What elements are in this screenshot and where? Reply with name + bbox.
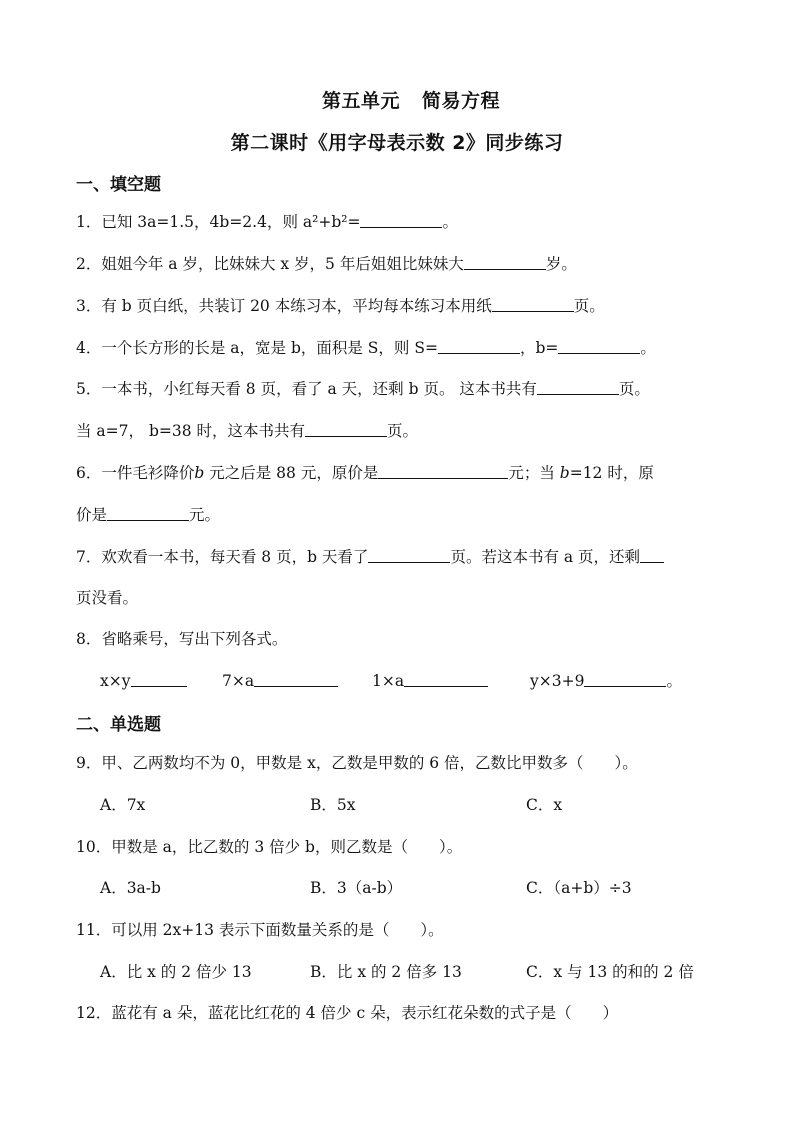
question-2: 2．姐姐今年 a 岁，比妹妹大 x 岁，5 年后姐姐比妹妹大 岁。 [76,255,577,273]
answer-blank[interactable] [492,296,574,312]
answer-blank[interactable] [438,338,520,354]
question-7-continued: 页没看。 [76,589,139,607]
q8-item-1: x×y [100,670,187,692]
q9-option-a[interactable]: A．7x [100,796,146,814]
answer-blank[interactable] [378,463,508,479]
answer-blank[interactable] [558,338,640,354]
question-9: 9．甲、乙两数均不为 0，甲数是 x，乙数是甲数的 6 倍，乙数比甲数多（ ）。 [76,754,638,772]
q11-option-c[interactable]: C．x 与 13 的和的 2 倍 [526,963,694,981]
q11-option-a[interactable]: A．比 x 的 2 倍少 13 [100,963,252,981]
unit-number: 第五单元 [321,90,400,112]
section-heading-fill-blank: 一、填空题 [76,175,161,195]
question-11: 11．可以用 2x+13 表示下面数量关系的是（ ）。 [76,921,444,939]
question-10: 10．甲数是 a，比乙数的 3 倍少 b，则乙数是（ ）。 [76,838,463,856]
answer-blank[interactable] [368,547,450,563]
answer-blank[interactable] [584,671,666,687]
unit-topic: 简易方程 [422,90,501,112]
q10-option-a[interactable]: A．3a-b [100,879,161,897]
question-1: 1．已知 3a=1.5，4b=2.4，则 a²+b²= 。 [76,213,458,231]
answer-blank[interactable] [464,254,546,270]
q8-item-4: y×3+9 。 [530,672,682,690]
lesson-title: 第二课时《用字母表示数 2》同步练习 [230,132,564,154]
answer-blank[interactable] [107,505,189,521]
question-12: 12．蓝花有 a 朵，蓝花比红花的 4 倍少 c 朵，表示红花朵数的式子是（ ） [76,1004,619,1022]
question-5: 5．一本书，小红每天看 8 页，看了 a 天，还剩 b 页。 这本书共有 页。 [76,380,650,398]
question-4: 4．一个长方形的长是 a，宽是 b，面积是 S，则 S= ，b= 。 [76,339,656,357]
q10-option-b[interactable]: B．3（a-b） [310,879,403,897]
question-5-continued: 当 a=7， b=38 时，这本书共有 页。 [76,422,419,440]
answer-blank[interactable] [305,421,387,437]
q8-item-3: 1×a [372,670,488,692]
question-8: 8．省略乘号，写出下列各式。 [76,630,288,648]
q11-option-b[interactable]: B．比 x 的 2 倍多 13 [310,963,462,981]
answer-blank[interactable] [640,547,664,563]
section-heading-single-choice: 二、单选题 [76,715,161,735]
q9-option-c[interactable]: C．x [526,796,563,814]
q9-option-b[interactable]: B．5x [310,796,356,814]
question-6: 6．一件毛衫降价b 元之后是 88 元，原价是 元；当 b=12 时，原 [76,464,654,482]
answer-blank[interactable] [254,671,338,687]
unit-title [0,86,794,113]
answer-blank[interactable] [404,671,488,687]
answer-blank[interactable] [360,212,442,228]
question-7: 7．欢欢看一本书，每天看 8 页，b 天看了 页。若这本书有 a 页，还剩 [76,546,754,568]
answer-blank[interactable] [537,379,619,395]
answer-blank[interactable] [131,671,187,687]
question-6-continued: 价是 元。 [76,506,221,524]
q8-item-2: 7×a [222,670,338,692]
question-3: 3．有 b 页白纸，共装订 20 本练习本，平均每本练习本用纸 页。 [76,297,605,315]
q10-option-c[interactable]: C．（a+b）÷3 [526,879,632,897]
